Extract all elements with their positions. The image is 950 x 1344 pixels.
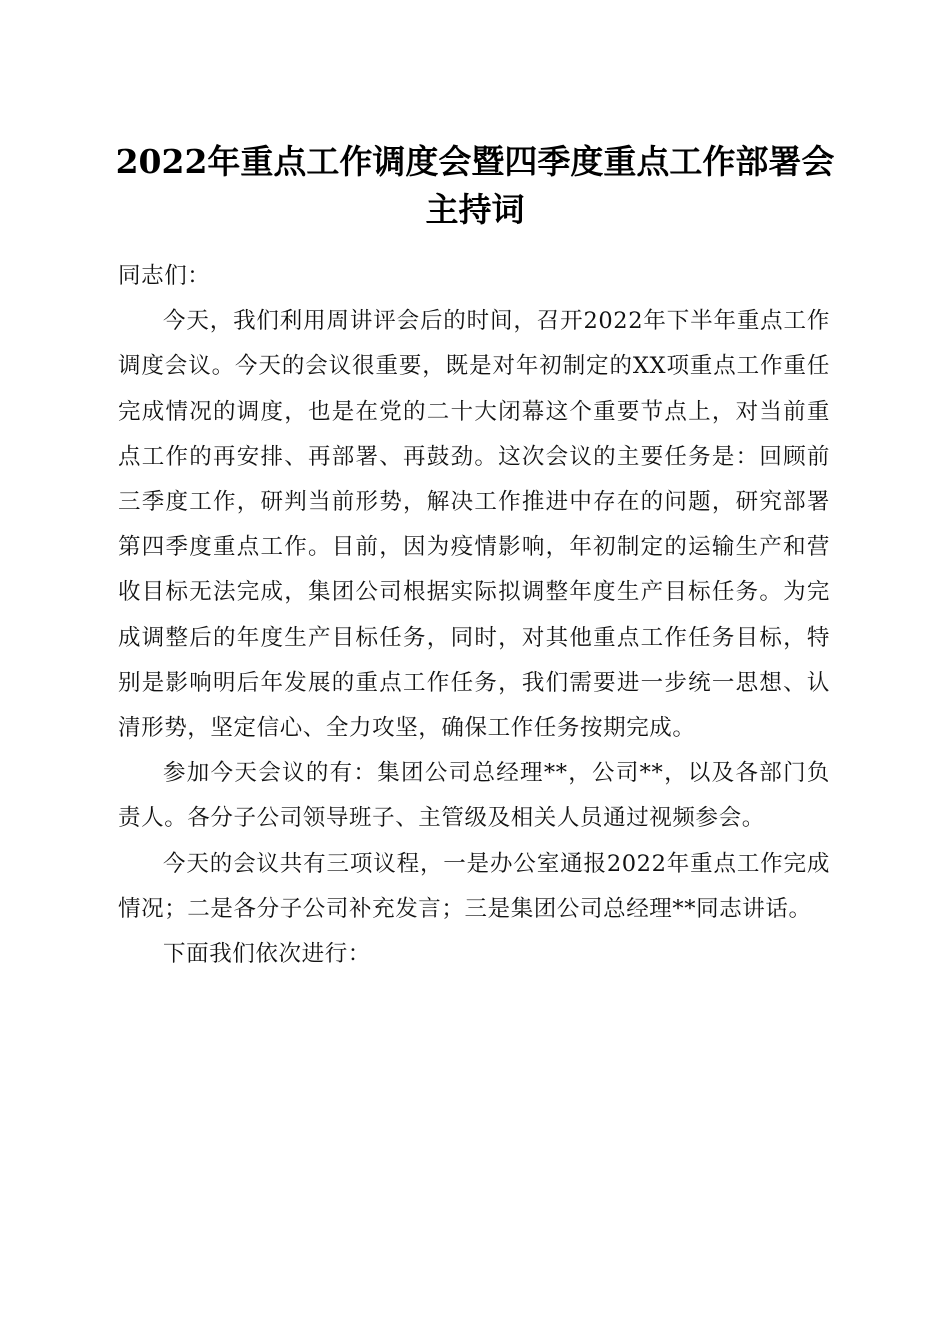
paragraph-opening: 今天，我们利用周讲评会后的时间，召开2022年下半年重点工作调度会议。今天的会议很重要，既是对年初制定的XX项重点工作重任完成情况的调度，也是在党的二十大闭幕这个重要节点上，对当前重点工作的再安排、再部署、再鼓劲。这次会议的主要任务是：回顾前三季度工作，研判当前形势，解决工作推进中存在的问题，研究部署第四季度重点工作。目前，因为疫情影响，年初制定的运输生产和营收目标无法完成，集团公司根据实际拟调整年度生产目标任务。为完成调整后的年度生产目标任务，同时，对其他重点工作任务目标，特别是影响明后年发展的重点工作任务，我们需要进一步统一思想、认清形势，坚定信心、全力攻坚，确保工作任务按期完成。: [118, 308, 830, 742]
document-body: [118, 254, 830, 977]
paragraph-agenda: 今天的会议共有三项议程，一是办公室通报2022年重点工作完成情况；二是各分子公司补充发言；三是集团公司总经理**同志讲话。: [118, 850, 830, 922]
paragraph-proceed: 下面我们依次进行：: [163, 941, 371, 968]
document-title: 2022年重点工作调度会暨四季度重点工作部署会主持词: [115, 142, 835, 229]
paragraph-attendees: 参加今天会议的有：集团公司总经理**，公司**，以及各部门负责人。各分子公司领导班子、主管级及相关人员通过视频参会。: [118, 760, 830, 832]
salutation: 同志们：: [118, 263, 211, 289]
